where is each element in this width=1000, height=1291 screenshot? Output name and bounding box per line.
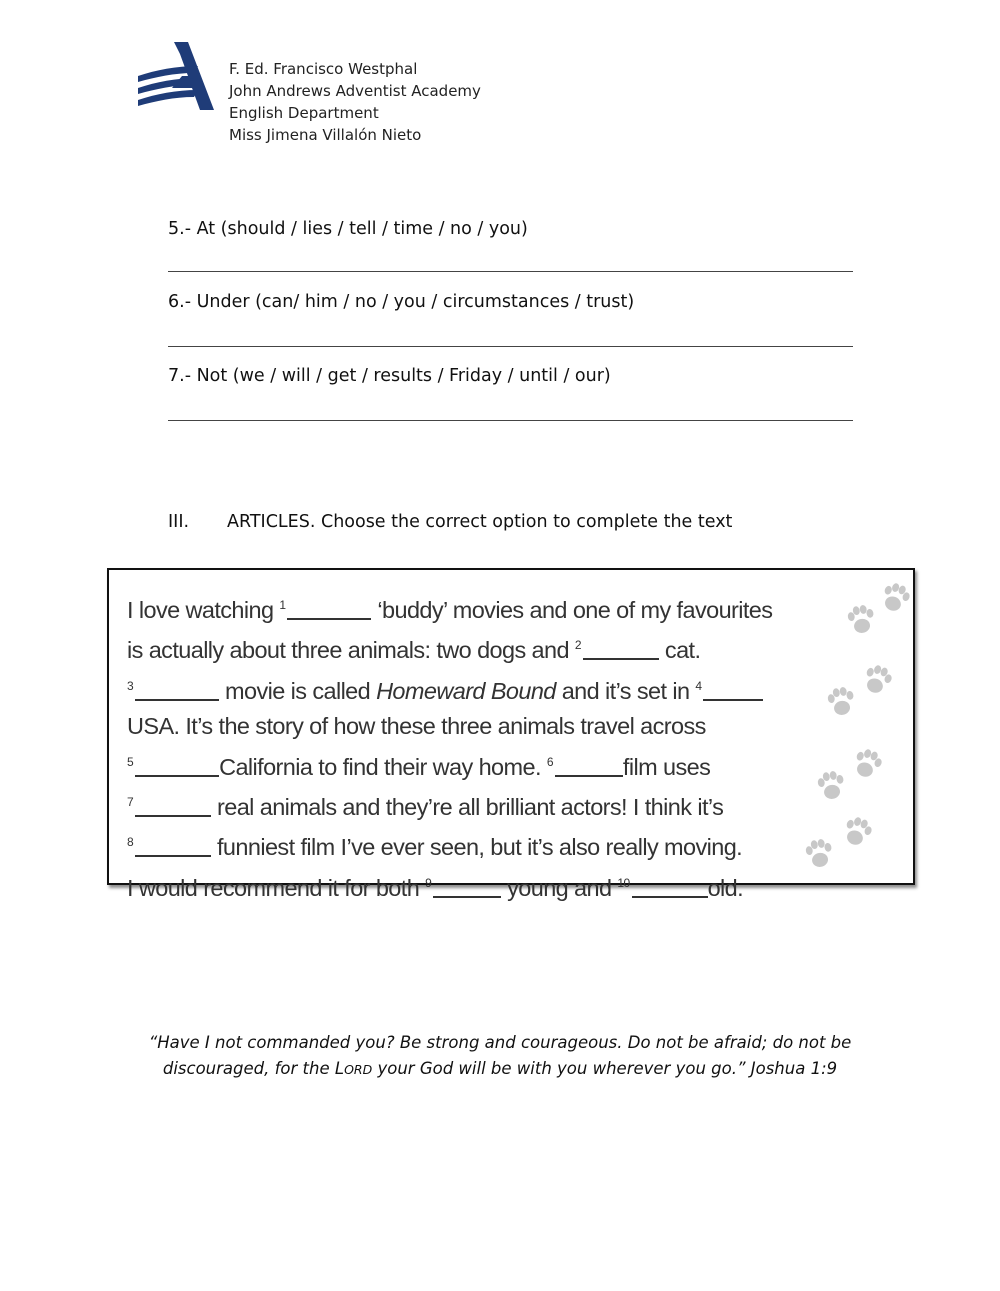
paw-icon — [816, 769, 846, 800]
quote-line-1: “Have I not commanded you? Be strong and courageous. Do not be afraid; do not be — [148, 1033, 852, 1052]
blank-10[interactable] — [632, 878, 708, 898]
articles-passage-box — [107, 568, 915, 901]
movie-title: Homeward Bound — [376, 677, 556, 704]
department-name: English Department — [229, 104, 379, 122]
answer-line-7[interactable] — [168, 420, 853, 421]
section-title: ARTICLES. Choose the correct option to complete the text — [227, 512, 733, 532]
section-heading — [168, 512, 732, 532]
passage-line: is actually about three animals: two dogs and $^2$ cat. — [127, 637, 701, 664]
paw-icon — [879, 580, 913, 615]
bible-quote — [100, 1030, 900, 1083]
blank-7[interactable] — [135, 797, 211, 817]
blank-1[interactable] — [287, 600, 371, 620]
passage-line: USA. It’s the story of how these three animals travel across — [127, 713, 706, 740]
paw-icon — [861, 662, 895, 697]
passage-line: $^8$ funniest film I’ve ever seen, but it’s also really moving. — [127, 834, 743, 861]
teacher-name: Miss Jimena Villalón Nieto — [229, 126, 422, 144]
blank-9[interactable] — [433, 878, 501, 898]
school-header — [229, 58, 481, 146]
academy-logo — [136, 40, 216, 116]
paw-icon — [846, 603, 876, 634]
blank-5[interactable] — [135, 757, 219, 777]
blank-6[interactable] — [555, 757, 623, 777]
articles-passage — [127, 588, 817, 906]
question-6: 6.- Under (can/ him / no / you / circumstances / trust) — [168, 292, 635, 312]
passage-line: $^7$ real animals and they’re all brilliant actors! I think it’s — [127, 794, 724, 821]
passage-line: $^3$ movie is called Homeward Bound and it’s set in $^4$ — [127, 669, 817, 709]
section-number: III. — [168, 512, 190, 532]
answer-line-5[interactable] — [168, 271, 853, 272]
blank-2[interactable] — [583, 640, 659, 660]
passage-line: I love watching $^1$ ‘buddy’ movies and one of my favourites — [127, 597, 773, 623]
question-5: 5.- At (should / lies / tell / time / no / you) — [168, 219, 528, 239]
teacher-line: F. Ed. Francisco Westphal — [229, 60, 418, 78]
paw-icon — [851, 746, 885, 781]
paw-icon — [841, 814, 875, 849]
school-name: John Andrews Adventist Academy — [229, 82, 481, 100]
paw-icon — [826, 685, 856, 716]
question-7: 7.- Not (we / will / get / results / Friday / until / our) — [168, 366, 611, 386]
quote-line-2: discouraged, for the LORD your God will be with you wherever you go.” Joshua 1:9 — [162, 1059, 838, 1078]
blank-8[interactable] — [135, 837, 211, 857]
passage-line: $^5$ California to find their way home. $^6$ film uses — [127, 753, 711, 780]
passage-line: I would recommend it for both $^9$ young and $^{10}$ old. — [127, 874, 744, 901]
paw-prints-decoration — [799, 570, 913, 883]
answer-line-6[interactable] — [168, 346, 853, 347]
blank-4[interactable] — [703, 681, 763, 701]
blank-3[interactable] — [135, 681, 219, 701]
paw-icon — [804, 837, 834, 868]
